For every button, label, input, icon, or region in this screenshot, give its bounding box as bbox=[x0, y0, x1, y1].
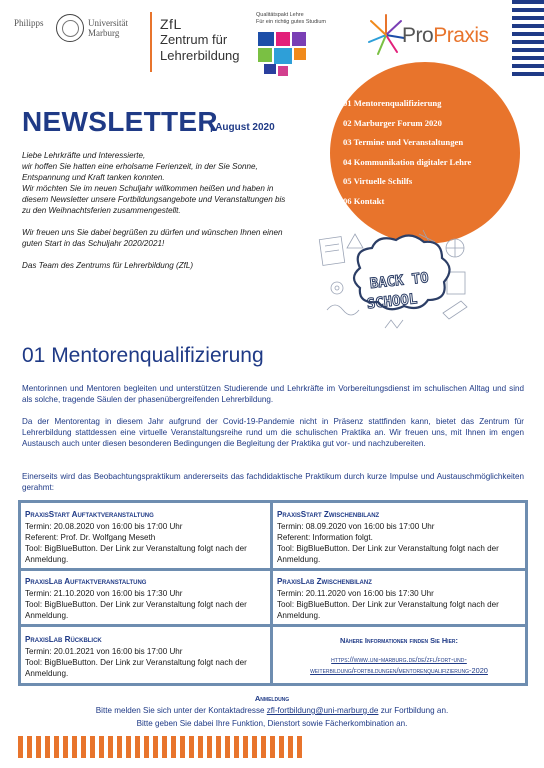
intro-line: wir hoffen Sie hatten eine erholsame Ferienzeit, in der Sie Sonne, bbox=[22, 162, 258, 171]
university-logo bbox=[14, 12, 139, 52]
section-title-mentorenqualifizierung: 01 Mentorenqualifizierung bbox=[22, 344, 264, 367]
anmeldung-title: Anmeldung bbox=[254, 694, 290, 703]
propraxis-wordmark bbox=[402, 24, 489, 48]
logo-square-icon bbox=[258, 32, 274, 46]
event-termin: Termin: 08.09.2020 von 16:00 bis 17:00 Uhr bbox=[277, 522, 435, 531]
events-grid bbox=[18, 500, 528, 686]
event-termin: Termin: 21.10.2020 von 16:00 bis 17:30 Uhr bbox=[25, 589, 183, 598]
intro-text bbox=[22, 150, 332, 282]
event-cell bbox=[273, 503, 525, 568]
event-tool-cont: Anmeldung. bbox=[25, 555, 69, 564]
event-tool: Tool: BigBlueButton. Der Link zur Veranstaltung folgt nach der bbox=[277, 544, 499, 553]
uni-name-line2: Marburg bbox=[88, 28, 120, 38]
event-referent: Referent: Information folgt. bbox=[277, 533, 373, 542]
bts-line2: SCHOOL bbox=[366, 291, 419, 313]
section-paragraph-1: Mentorinnen und Mentoren begleiten und unterstützen Studierende und Lehrkräfte im Vorbereitungsdienst im schulischen Alltag und sind als solche, tragende Säulen der phasenübergreifenden Lehrerbildung. bbox=[22, 384, 524, 404]
event-referent: Referent: Prof. Dr. Wolfgang Meseth bbox=[25, 533, 156, 542]
toc-item-virtuelle-schilfs[interactable]: 05 Virtuelle Schilfs bbox=[343, 176, 413, 187]
intro-line: diesem Newsletter unsere Fortbildungsangebote und Veranstaltungen bis bbox=[22, 195, 286, 204]
logo-square-icon bbox=[264, 64, 276, 74]
toc-item-kontakt[interactable]: 06 Kontakt bbox=[343, 195, 385, 206]
intro-signature: Das Team des Zentrums für Lehrerbildung (ZfL) bbox=[22, 261, 194, 270]
zfl-abbr: ZfL bbox=[160, 16, 182, 32]
zfl-line1: Zentrum für bbox=[160, 32, 228, 47]
propraxis-pro: Pro bbox=[402, 24, 434, 47]
footer-decoration bbox=[18, 736, 308, 758]
logo-square-icon bbox=[276, 32, 290, 46]
doodle-icon bbox=[315, 228, 475, 340]
event-tool-cont: Anmeldung. bbox=[25, 611, 69, 620]
event-tool: Tool: BigBlueButton. Der Link zur Veranstaltung folgt nach der bbox=[277, 600, 499, 609]
toc-item-mentorenqualifizierung[interactable]: 01 Mentorenqualifizierung bbox=[343, 98, 442, 108]
info-title: Nähere Informationen finden Sie Hier: bbox=[340, 636, 458, 645]
intro-line: guten Start in das Schuljahr 2020/2021! bbox=[22, 239, 165, 248]
intro-line: Wir freuen uns Sie dabei begrüßen zu dürfen und wünschen Ihnen einen bbox=[22, 228, 283, 237]
intro-paragraph-1 bbox=[22, 150, 332, 216]
event-cell bbox=[21, 503, 270, 568]
event-title: PraxisLab Auftaktveranstaltung bbox=[25, 577, 147, 586]
intro-line: zu den Weihnachtsferien zusammengestellt. bbox=[22, 206, 181, 215]
qualitaetspakt-line2: Für ein richtig gutes Studium bbox=[256, 19, 327, 25]
logo-square-icon bbox=[292, 32, 306, 46]
toc-item-termine[interactable]: 03 Termine und Veranstaltungen bbox=[343, 137, 464, 148]
section-paragraph-3: Einerseits wird das Beobachtungspraktikum andererseits das fachdidaktische Praktikum durch kurze Impulse und Austauschmöglichkeiten gerahmt: bbox=[22, 472, 524, 492]
qualitaetspakt-line1: Qualitätspakt Lehre bbox=[256, 12, 304, 18]
event-tool-cont: Anmeldung. bbox=[277, 555, 321, 564]
anmeldung-line-2: Bitte geben Sie dabei Ihre Funktion, Dienstort sowie Fächerkombination an. bbox=[136, 719, 408, 728]
uni-name-left: Philipps bbox=[14, 18, 44, 28]
zfl-line2: Lehrerbildung bbox=[160, 48, 240, 63]
event-title: PraxisLab Rückblick bbox=[25, 635, 102, 644]
university-seal-icon bbox=[56, 14, 84, 42]
anmeldung-text: Bitte melden Sie sich unter der Kontaktadresse bbox=[95, 706, 265, 715]
back-to-school-illustration bbox=[315, 228, 475, 340]
event-tool-cont: Anmeldung. bbox=[25, 669, 69, 678]
logo-square-icon bbox=[294, 48, 306, 60]
anmeldung-line-1 bbox=[0, 705, 544, 716]
qualitaetspakt-logo bbox=[256, 12, 346, 82]
logo-square-icon bbox=[278, 66, 288, 76]
event-cell bbox=[21, 627, 270, 683]
info-cell bbox=[273, 627, 525, 683]
event-tool-cont: Anmeldung. bbox=[277, 611, 321, 620]
header-stripes bbox=[512, 0, 544, 78]
event-cell bbox=[21, 571, 270, 624]
info-link-cont[interactable]: weiterbildung/fortbildungen/mentorenqualifizierung-2020 bbox=[310, 666, 488, 675]
uni-name-line1: Universität bbox=[88, 18, 128, 28]
newsletter-date: | August 2020 bbox=[210, 122, 275, 133]
event-tool: Tool: BigBlueButton. Der Link zur Veranstaltung folgt nach der bbox=[25, 544, 247, 553]
info-link[interactable]: https://www.uni-marburg.de/de/zfl/fort-und- bbox=[331, 655, 467, 664]
newsletter-title: NEWSLETTER bbox=[22, 106, 218, 137]
qualitaetspakt-text bbox=[256, 12, 326, 26]
zfl-logo bbox=[160, 16, 240, 64]
event-title: PraxisStart Auftaktveranstaltung bbox=[25, 510, 154, 519]
event-tool: Tool: BigBlueButton. Der Link zur Veranstaltung folgt nach der bbox=[25, 600, 247, 609]
intro-line: Liebe Lehrkräfte und Interessierte, bbox=[22, 151, 146, 160]
event-title: PraxisStart Zwischenbilanz bbox=[277, 510, 380, 519]
bts-line1: BACK TO bbox=[369, 270, 430, 293]
event-cell bbox=[273, 571, 525, 624]
event-termin: Termin: 20.08.2020 von 16:00 bis 17:00 Uhr bbox=[25, 522, 183, 531]
propraxis-star-icon bbox=[366, 12, 406, 58]
propraxis-praxis: Praxis bbox=[433, 24, 489, 47]
anmeldung-text: zur Fortbildung an. bbox=[380, 706, 449, 715]
event-termin: Termin: 20.01.2021 von 16:00 bis 17:00 Uhr bbox=[25, 647, 183, 656]
toc-item-kommunikation[interactable]: 04 Kommunikation digitaler Lehre bbox=[343, 156, 472, 167]
event-termin: Termin: 20.11.2020 von 16:00 bis 17:30 Uhr bbox=[277, 589, 434, 598]
logo-square-icon bbox=[258, 48, 272, 62]
event-title: PraxisLab Zwischenbilanz bbox=[277, 577, 372, 586]
uni-name-right bbox=[88, 18, 128, 38]
contact-email-link[interactable]: zfl-fortbildung@uni-marburg.de bbox=[266, 706, 379, 715]
intro-paragraph-2 bbox=[22, 227, 332, 249]
intro-line: Entspannung und Kraft tanken konnten. bbox=[22, 173, 165, 182]
logo-square-icon bbox=[274, 48, 292, 64]
intro-line: Wir möchten Sie im neuen Schuljahr willkommen heißen und haben in bbox=[22, 184, 274, 193]
table-of-contents bbox=[343, 94, 471, 212]
section-paragraph-2: Da der Mentorentag in diesem Jahr aufgrund der Covid-19-Pandemie nicht in Präsenz stattfinden kann, bietet das Zentrum für Lehrerbildung stattdessen eine virtuelle Veranstaltungsreihe rund um die schulischen Praktika an. Wir freuen uns, mit Ihnen im engen Austausch auch unter diesen besonderen Bedingungen die Begleitung der Praktika gut vor- und nachzubereiten. bbox=[22, 417, 524, 448]
toc-item-marburger-forum[interactable]: 02 Marburger Forum 2020 bbox=[343, 117, 442, 128]
event-tool: Tool: BigBlueButton. Der Link zur Veranstaltung folgt nach der bbox=[25, 658, 247, 667]
header-divider bbox=[150, 12, 152, 72]
